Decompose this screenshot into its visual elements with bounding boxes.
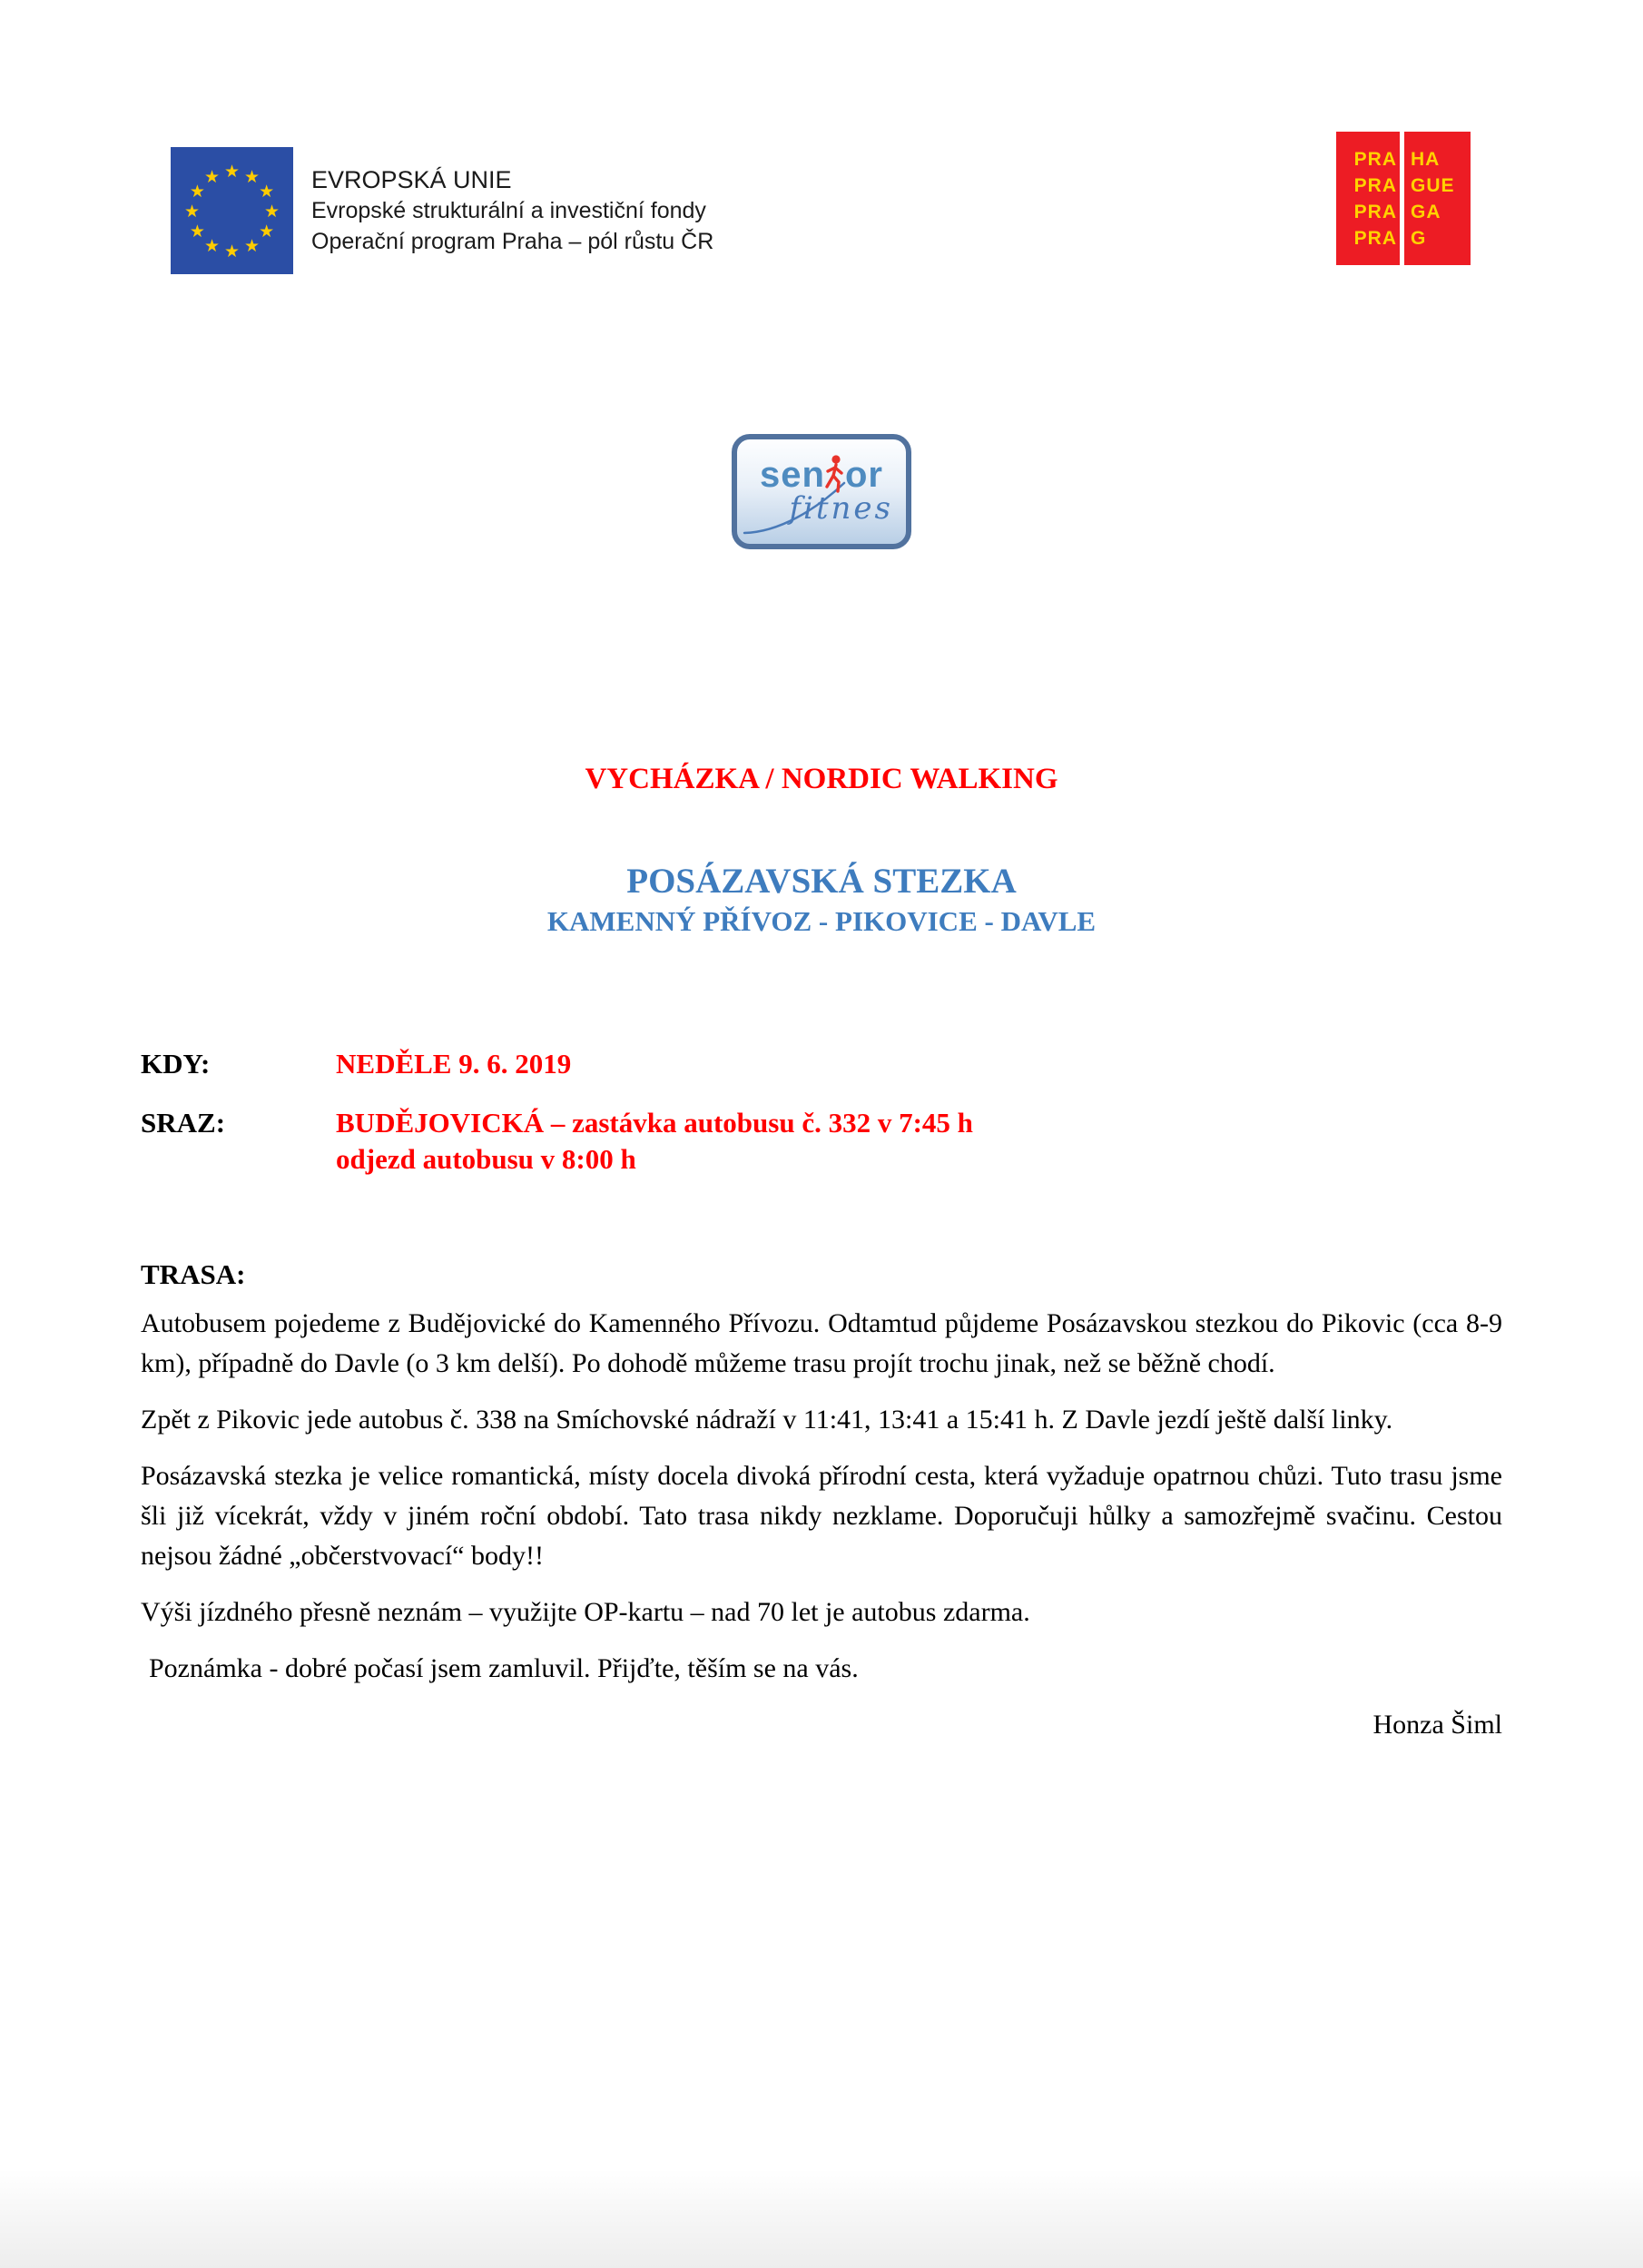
event-type-heading: VYCHÁZKA / NORDIC WALKING xyxy=(585,763,1058,795)
senior-logo-script: fitnes xyxy=(789,490,893,527)
svg-text:★: ★ xyxy=(223,162,241,182)
schedule-section xyxy=(141,1046,1502,1200)
route-paragraph: Zpět z Pikovic jede autobus č. 338 na Smíchovské nádraží v 11:41, 13:41 a 15:41 h. Z Davle jezdí ještě další linky. xyxy=(141,1405,1393,1435)
schedule-row-sraz xyxy=(141,1105,1502,1178)
senior-fitnes-logo xyxy=(732,434,911,549)
eu-logo-line2: Evropské strukturální a investiční fondy xyxy=(311,198,706,223)
route-description xyxy=(141,1304,1502,1745)
svg-text:★: ★ xyxy=(259,222,275,242)
prague-logo-text: G xyxy=(1411,228,1427,249)
svg-text:★: ★ xyxy=(263,202,280,222)
kdy-label: KDY: xyxy=(141,1048,211,1080)
senior-logo-word-start: sen xyxy=(760,455,825,495)
svg-text:★: ★ xyxy=(189,222,205,242)
prague-logo-left-column xyxy=(1336,132,1400,265)
sraz-value-line2: odjezd autobusu v 8:00 h xyxy=(336,1143,636,1175)
route-paragraph: Poznámka - dobré počasí jsem zamluvil. Přijďte, těším se na vás. xyxy=(149,1653,859,1683)
prague-logo-text: GA xyxy=(1411,202,1441,222)
senior-logo-wordmark xyxy=(737,454,906,494)
svg-text:★: ★ xyxy=(183,202,201,222)
kdy-value: NEDĚLE 9. 6. 2019 xyxy=(336,1048,572,1080)
svg-text:★: ★ xyxy=(243,167,261,187)
trasa-heading: TRASA: xyxy=(141,1258,246,1290)
svg-text:★: ★ xyxy=(223,242,241,261)
eu-flag-icon xyxy=(171,147,293,274)
runner-icon xyxy=(823,454,847,494)
prague-logo-text: GUE xyxy=(1411,175,1455,196)
eu-logo-line1: EVROPSKÁ UNIE xyxy=(311,166,512,193)
eu-logo-block xyxy=(171,147,713,274)
sraz-label: SRAZ: xyxy=(141,1107,226,1139)
senior-logo-word-end: or xyxy=(844,455,883,495)
prague-logo-text: PRA xyxy=(1353,149,1397,170)
svg-text:★: ★ xyxy=(203,236,221,256)
svg-text:★: ★ xyxy=(189,182,205,202)
route-paragraph: Autobusem pojedeme z Budějovické do Kamenného Přívozu. Odtamtud půjdeme Posázavskou stezkou do Pikovic (cca 8-9 km), případně do Davle (o 3 km delší). Po dohodě můžeme trasu projít trochu jinak, než se běžně chodí. xyxy=(141,1308,1502,1378)
route-subtitle-heading: KAMENNÝ PŘÍVOZ - PIKOVICE - DAVLE xyxy=(546,905,1097,937)
page-bottom-shadow xyxy=(0,2168,1643,2268)
route-title-heading: POSÁZAVSKÁ STEZKA xyxy=(626,862,1017,901)
svg-text:★: ★ xyxy=(259,182,275,202)
prague-logo-text: PRA xyxy=(1353,202,1397,222)
sraz-value xyxy=(336,1105,973,1178)
prague-logo-text: PRA xyxy=(1353,175,1397,196)
route-paragraph: Výši jízdného přesně neznám – využijte OP-kartu – nad 70 let je autobus zdarma. xyxy=(141,1597,1030,1627)
sraz-value-line1: BUDĚJOVICKÁ – zastávka autobusu č. 332 v 7:45 h xyxy=(336,1107,973,1139)
route-paragraph: Posázavská stezka je velice romantická, místy docela divoká přírodní cesta, která vyžaduje opatrnou chůzi. Tuto trasu jsme šli již vícekrát, vždy v jiném roční období. Tato trasa nikdy nezklame. Doporučuji hůlky a samozřejmě svačinu. Cestou nejsou žádné „občerstvovací“ body!! xyxy=(141,1461,1502,1571)
eu-logo-line3: Operační program Praha – pól růstu ČR xyxy=(311,229,714,254)
prague-logo xyxy=(1336,132,1471,265)
prague-logo-text: PRA xyxy=(1353,228,1397,249)
prague-logo-text: HA xyxy=(1411,149,1441,170)
svg-text:★: ★ xyxy=(243,236,261,256)
signature: Honza Šiml xyxy=(1372,1710,1502,1740)
eu-logo-text xyxy=(311,164,713,257)
schedule-row-kdy xyxy=(141,1046,1502,1082)
prague-logo-right-column xyxy=(1404,132,1471,265)
svg-text:★: ★ xyxy=(203,167,221,187)
